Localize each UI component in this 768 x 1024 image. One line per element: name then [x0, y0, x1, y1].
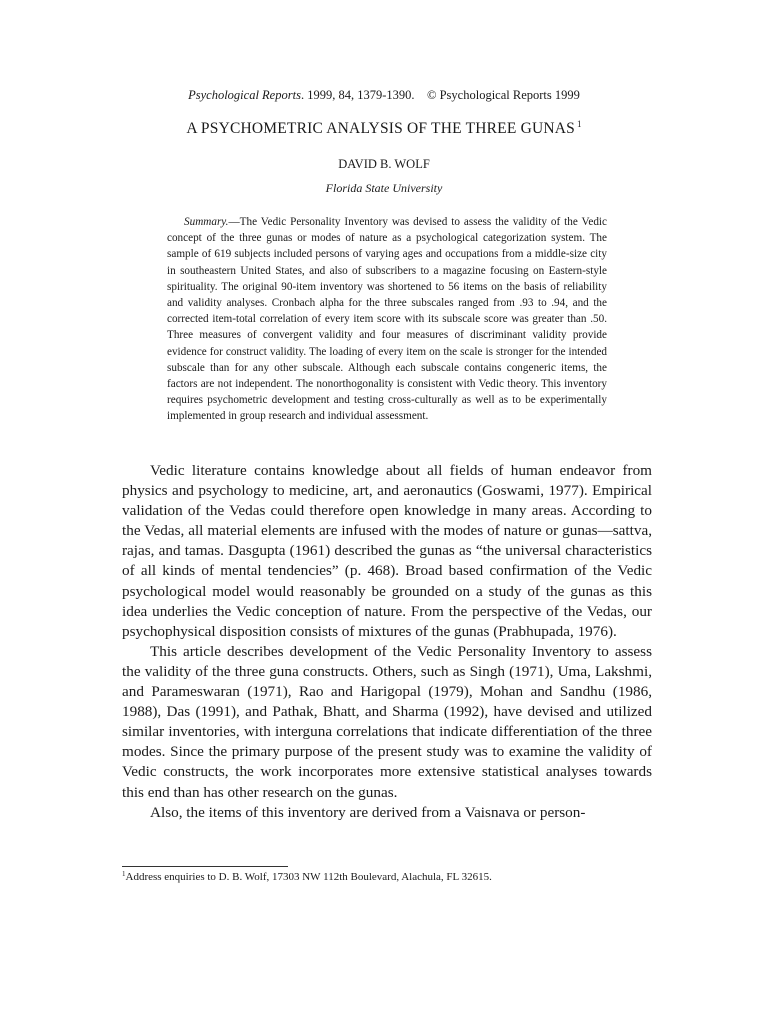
- title-footnote-mark: 1: [576, 119, 582, 129]
- body-paragraph-1: Vedic literature contains knowledge about all fields of human endeavor from physics and psychology to medicine, art, and aeronautics (Goswami, 1977). Empirical validation of the Vedas could therefore open knowledge in many areas. According to the Vedas, all material elements are infused with the modes of nature or gunas—sattva, rajas, and tamas. Dasgupta (1961) described the gunas as “the universal characteristics of all kinds of mental tendencies” (p. 468). Broad based confirmation of the Vedic psychological model would reasonably be grounded on a study of the gunas as this idea underlies the Vedic conception of nature. From the perspective of the Vedas, our psychophysical disposition consists of mixtures of the gunas (Prabhupada, 1976).: [122, 462, 652, 640]
- body-paragraph-3: Also, the items of this inventory are derived from a Vaisnava or person-: [150, 803, 586, 821]
- body-paragraph-2: This article describes development of the Vedic Personality Inventory to assess the validity of the three guna constructs. Others, such as Singh (1971), Uma, Lakshmi, and Parameswaran (1971), Rao and Harigopal (1979), Mohan and Sandhu (1986, 1988), Das (1991), and Pathak, Bhatt, and Sharma (1992), have devised and utilized similar inventories, with interguna correlations that indicate differentiation of the three modes. Since the primary purpose of the present study was to examine the validity of Vedic constructs, the work incorporates more extensive statistical analyses towards this end than has other research on the gunas.: [122, 642, 652, 801]
- summary-abstract: [167, 214, 607, 425]
- author-affiliation: Florida State University: [325, 181, 443, 195]
- footnote: [122, 870, 652, 883]
- summary-label: Summary.: [184, 216, 229, 228]
- copyright-notice: © Psychological Reports 1999: [426, 88, 580, 102]
- article-body: [122, 461, 652, 823]
- author-name: DAVID B. WOLF: [338, 157, 430, 171]
- footnote-mark: 1: [122, 870, 126, 878]
- journal-name: Psychological Reports: [188, 88, 301, 102]
- journal-details: . 1999, 84, 1379-1390.: [300, 88, 415, 102]
- article-title: [0, 119, 768, 138]
- footnote-rule: [122, 866, 288, 867]
- journal-citation: [0, 88, 768, 103]
- title-text: A PSYCHOMETRIC ANALYSIS OF THE THREE GUNAS: [186, 120, 575, 137]
- summary-text: —The Vedic Personality Inventory was devised to assess the validity of the Vedic concept of the three gunas or modes of nature as a psychological categorization system. The sample of 619 subjects included persons of varying ages and occupations from a middle-size city in southeastern United States, and also of subscribers to a magazine focusing on Eastern-style spirituality. The original 90-item inventory was shortened to 56 items on the basis of reliability and validity analyses. Cronbach alpha for the three subscales ranged from .93 to .94, and the corrected item-total correlation of every item score with its subscale score was greater than .50. Three measures of convergent validity and four measures of discriminant validity provide evidence for construct validity. The loading of every item on the scale is stronger for the intended subscale than for any other subscale. Although each subscale contains congeneric items, the factors are not independent. The nonorthogonality is consistent with Vedic theory. This inventory requires psychometric development and testing cross-culturally as well as to be experimentally implemented in group research and individual assessment.: [167, 216, 607, 423]
- footnote-text: Address enquiries to D. B. Wolf, 17303 NW 112th Boulevard, Alachula, FL 32615.: [125, 871, 492, 883]
